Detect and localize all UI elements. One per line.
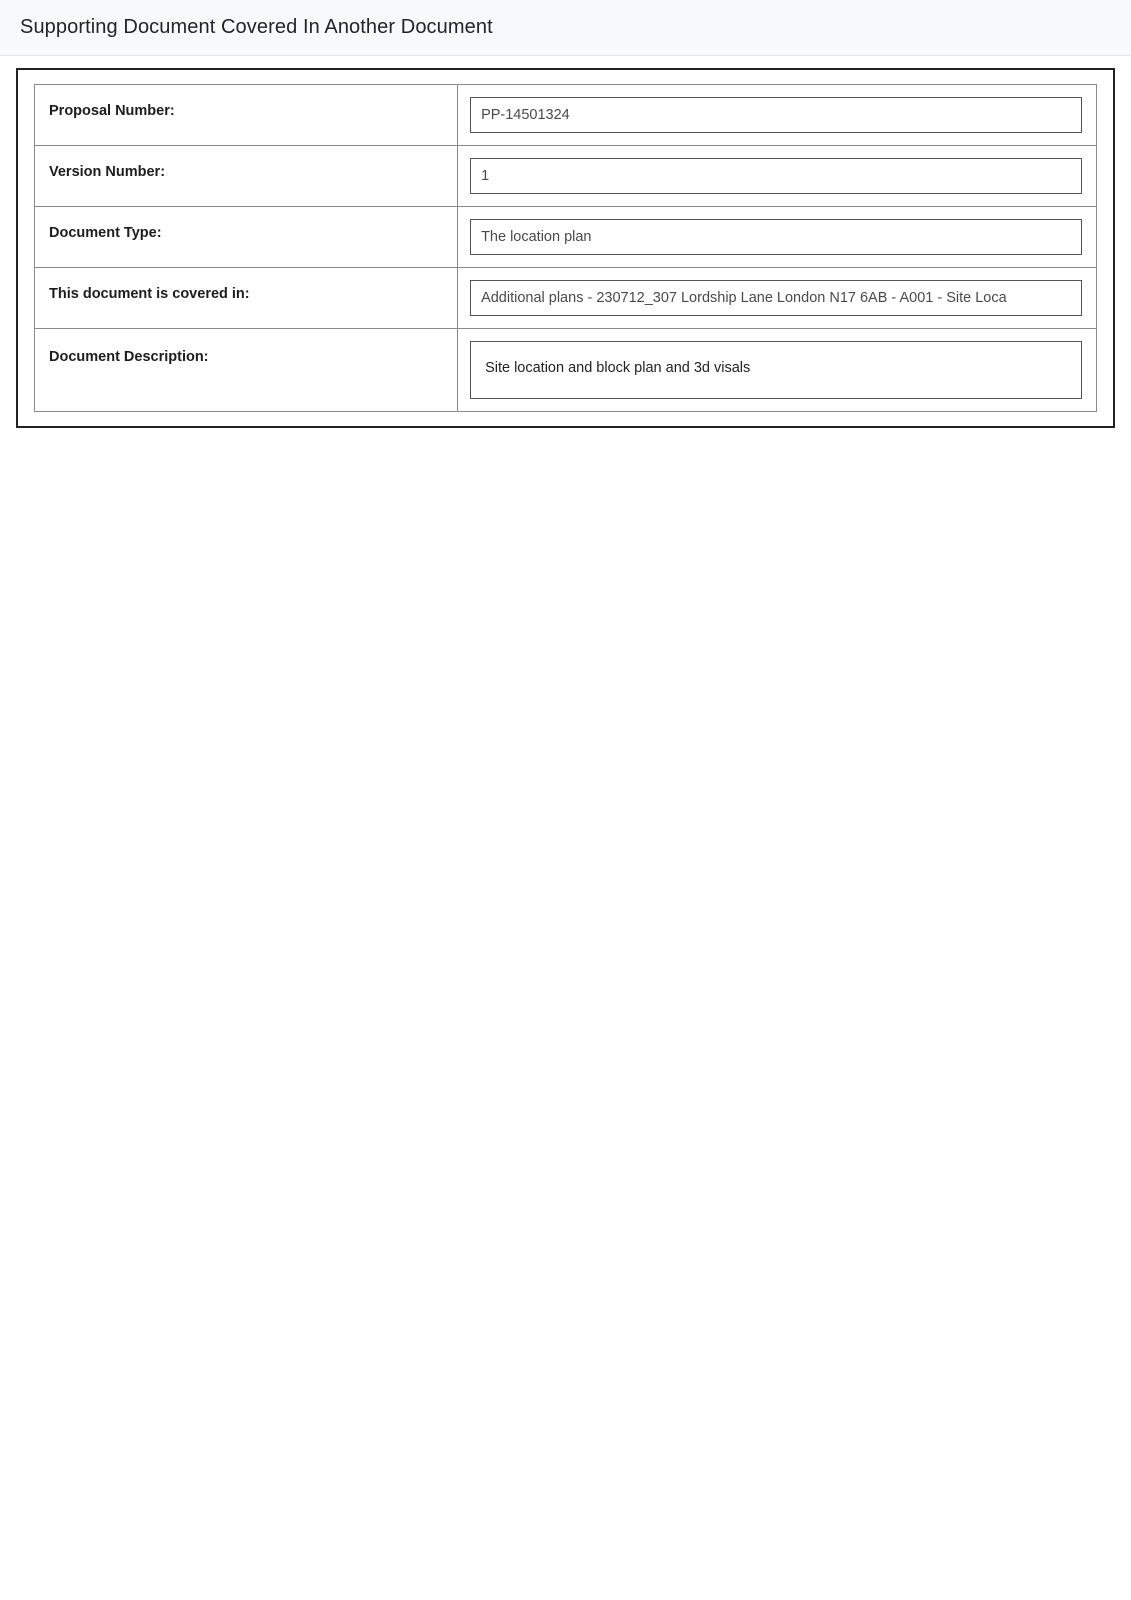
document-type-input[interactable]: The location plan — [470, 219, 1082, 255]
covered-in-cell — [458, 268, 1097, 329]
document-description-label: Document Description: — [35, 329, 458, 412]
table-row — [35, 146, 1097, 207]
version-number-input[interactable]: 1 — [470, 158, 1082, 194]
table-row — [35, 85, 1097, 146]
proposal-number-label: Proposal Number: — [35, 85, 458, 146]
table-row — [35, 207, 1097, 268]
version-number-label: Version Number: — [35, 146, 458, 207]
document-description-cell — [458, 329, 1097, 412]
version-number-cell — [458, 146, 1097, 207]
document-form-frame — [16, 68, 1115, 428]
page-title: Supporting Document Covered In Another Document — [0, 0, 1131, 56]
table-row — [35, 268, 1097, 329]
supporting-document-table — [34, 84, 1097, 412]
covered-in-input[interactable]: Additional plans - 230712_307 Lordship Lane London N17 6AB - A001 - Site Loca — [470, 280, 1082, 316]
table-row — [35, 329, 1097, 412]
document-description-input[interactable]: Site location and block plan and 3d visals — [470, 341, 1082, 399]
covered-in-label: This document is covered in: — [35, 268, 458, 329]
proposal-number-input[interactable]: PP-14501324 — [470, 97, 1082, 133]
document-type-label: Document Type: — [35, 207, 458, 268]
proposal-number-cell — [458, 85, 1097, 146]
document-type-cell — [458, 207, 1097, 268]
